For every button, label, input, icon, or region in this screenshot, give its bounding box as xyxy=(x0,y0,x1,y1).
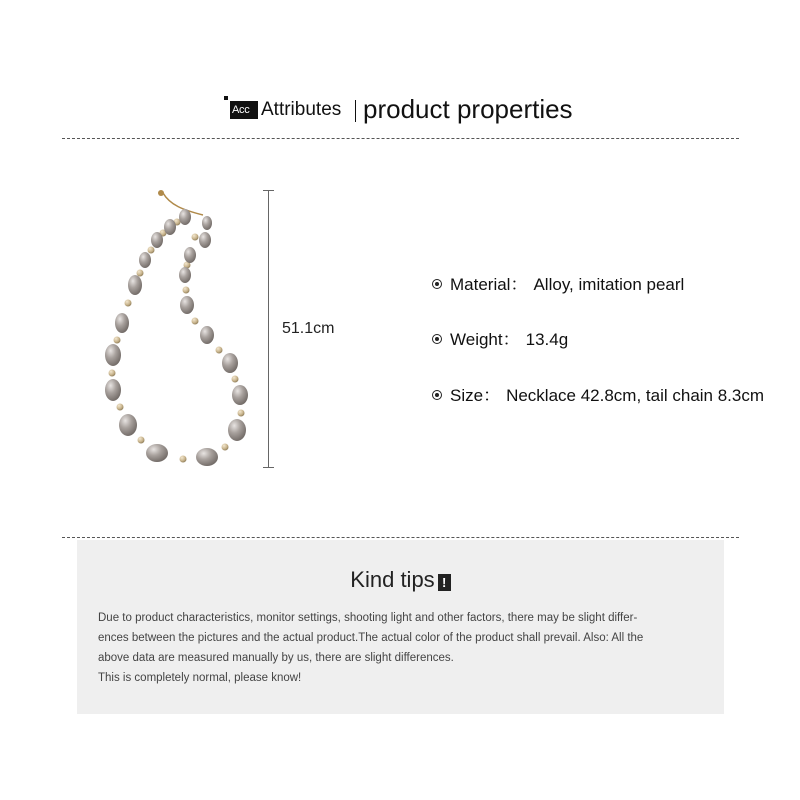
page-title: product properties xyxy=(363,94,573,124)
pearl xyxy=(151,232,163,248)
property-value: Alloy, imitation pearl xyxy=(533,275,685,294)
tips-title: Kind tips xyxy=(350,567,435,592)
chain-bead xyxy=(183,287,190,294)
clasp xyxy=(158,190,164,196)
divider-top xyxy=(62,138,739,139)
pearl xyxy=(200,326,214,344)
ruler-cap-bottom xyxy=(263,467,274,468)
pearl xyxy=(184,247,196,263)
pearl xyxy=(128,275,142,295)
property-material xyxy=(432,270,684,295)
necklace-image xyxy=(95,185,260,475)
measure-ruler xyxy=(268,190,269,468)
chain-bead xyxy=(216,347,223,354)
property-value: 13.4g xyxy=(525,330,569,349)
property-size xyxy=(432,381,764,406)
pearl xyxy=(115,313,129,333)
chain-bead xyxy=(232,376,239,383)
chain-bead xyxy=(137,270,144,277)
length-label: 51.1cm xyxy=(282,320,335,337)
chain-bead xyxy=(114,337,121,344)
pearl xyxy=(179,209,191,225)
pearl xyxy=(105,344,121,366)
chain-bead xyxy=(117,404,124,411)
chain-bead xyxy=(192,318,199,325)
kind-tips-panel xyxy=(77,540,724,714)
tips-line: Due to product characteristics, monitor settings, shooting light and other factors, there may be slight differ- xyxy=(98,612,638,624)
tips-heading xyxy=(77,567,724,593)
header-dot xyxy=(224,96,228,100)
pearl xyxy=(139,252,151,268)
property-key: Size： xyxy=(450,386,501,405)
target-bullet-icon xyxy=(432,334,442,344)
pearl xyxy=(202,216,212,230)
tips-line: ences between the pictures and the actual product.The actual color of the product shall prevail. Also: All the xyxy=(98,632,644,644)
chain-bead xyxy=(109,370,116,377)
tips-line: This is completely normal, please know! xyxy=(98,672,302,684)
target-bullet-icon xyxy=(432,390,442,400)
chain-bead xyxy=(180,456,187,463)
chain-bead xyxy=(138,437,145,444)
tips-line: above data are measured manually by us, there are slight differences. xyxy=(98,652,454,664)
header-label: Attributes xyxy=(261,99,342,120)
pearl xyxy=(228,419,246,441)
pearl xyxy=(105,379,121,401)
pearl xyxy=(146,444,168,462)
header-tag: Acc xyxy=(230,101,258,119)
tips-body xyxy=(98,608,710,688)
exclamation-icon: ! xyxy=(438,574,451,591)
property-value: Necklace 42.8cm, tail chain 8.3cm xyxy=(506,386,765,405)
property-key: Weight： xyxy=(450,330,520,349)
pearl xyxy=(164,219,176,235)
target-bullet-icon xyxy=(432,279,442,289)
chain-bead xyxy=(148,247,155,254)
section-header xyxy=(0,92,800,132)
chain-bead xyxy=(222,444,229,451)
property-weight xyxy=(432,325,568,350)
pearl xyxy=(222,353,238,373)
header-separator xyxy=(355,100,356,122)
chain-bead xyxy=(238,410,245,417)
pearl xyxy=(119,414,137,436)
divider-bottom xyxy=(62,537,739,538)
pearl xyxy=(232,385,248,405)
pearl xyxy=(180,296,194,314)
chain-bead xyxy=(125,300,132,307)
pearl xyxy=(179,267,191,283)
chain-bead xyxy=(192,234,199,241)
property-key: Material： xyxy=(450,275,528,294)
pearl xyxy=(199,232,211,248)
pearl xyxy=(196,448,218,466)
